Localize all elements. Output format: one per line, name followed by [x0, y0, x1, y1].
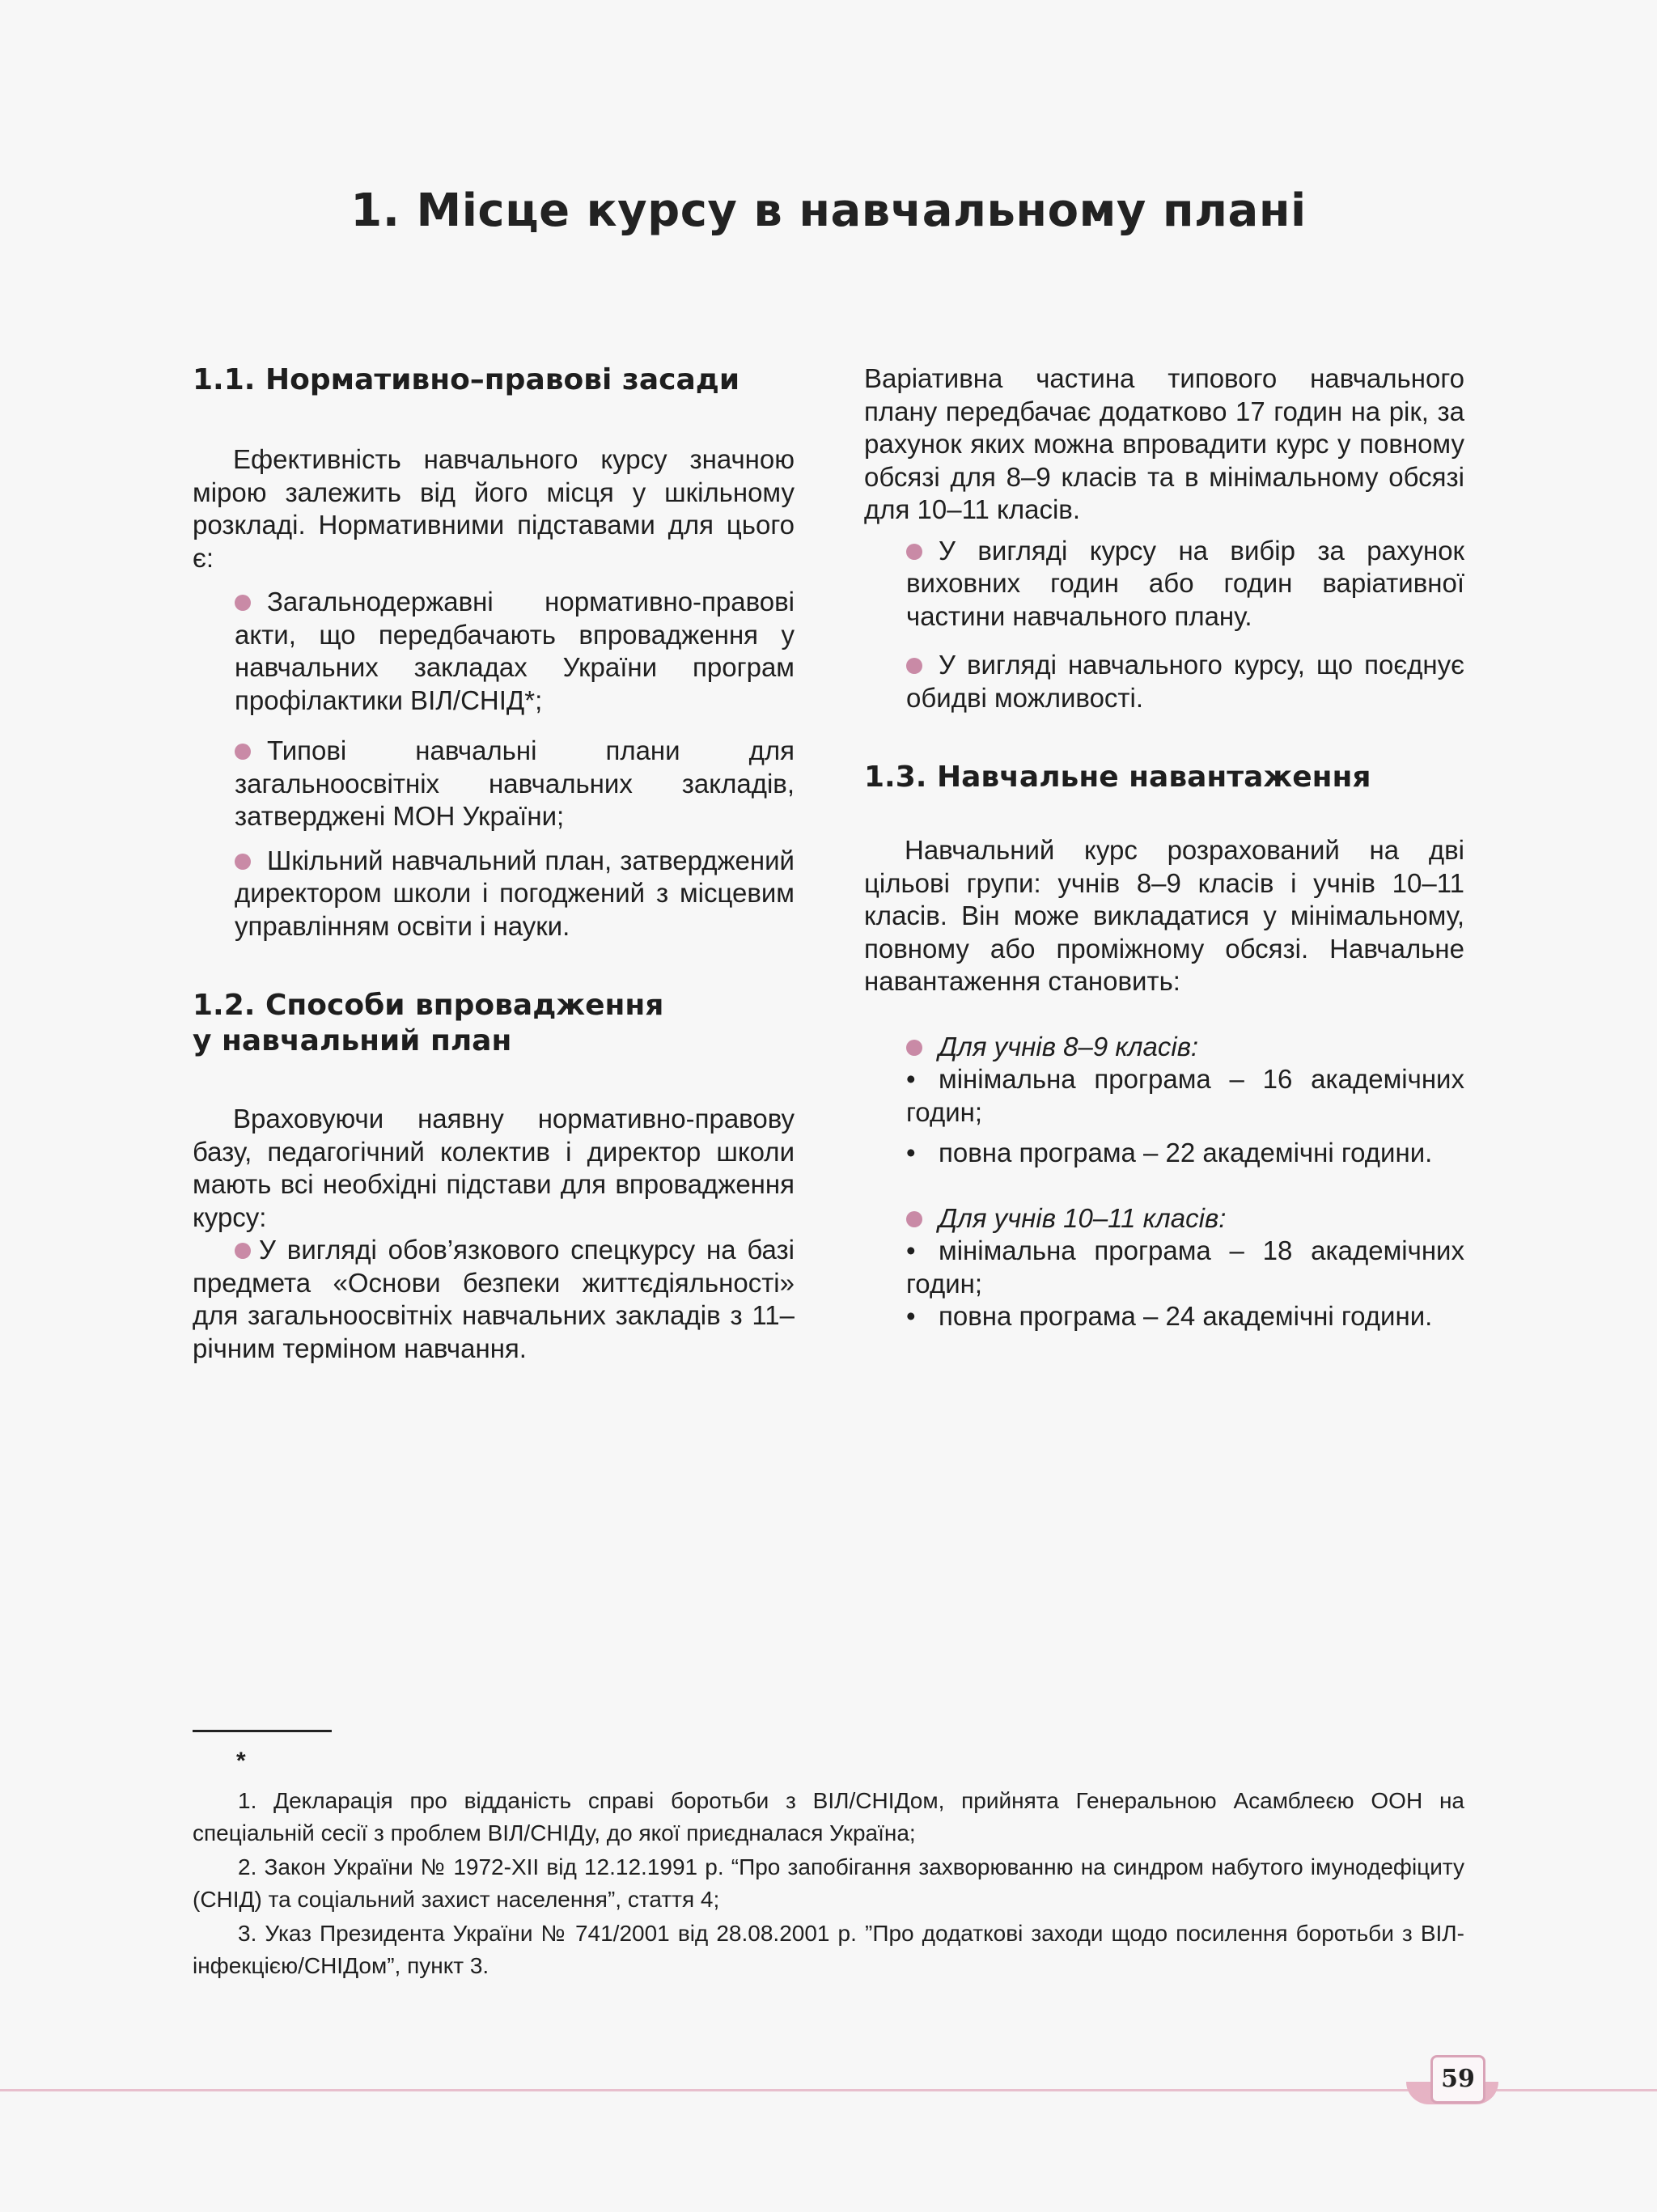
section-1-3-intro: Навчальний курс розрахований на дві цільові групи: учнів 8–9 класів і учнів 10–11 класів. Він може викладатися у мінімальному, повному або проміжному обсязі. Навчальне навантаження становить: — [864, 835, 1464, 996]
list-item-text: Шкільний навчальний план, затверджений директором школи і погоджений з місцевим управлінням освіти і науки. — [235, 845, 795, 941]
footnote-marker: * — [236, 1748, 246, 1774]
list-item — [193, 1234, 795, 1365]
section-heading-1-1: 1.1. Нормативно–правові засади — [193, 363, 740, 396]
variative-part-paragraph: Варіативна частина типового навчального плану передбачає додатково 17 годин на рік, за рахунок яких можна впровадити курс у повному обсязі для 8–9 класів та в мінімальному обсязі для 10–11 класів. — [864, 363, 1464, 524]
bullet-dot-icon — [235, 854, 251, 870]
bullet-dot-icon — [235, 1243, 251, 1259]
list-item-text: Типові навчальні плани для загальноосвітніх навчальних закладів, затверджені МОН України; — [235, 735, 795, 831]
bullet-dot-icon — [906, 1040, 922, 1056]
list-item — [864, 1300, 1464, 1333]
list-item-text: повна програма – 24 академічні години. — [939, 1301, 1433, 1331]
small-bullet-icon: • — [906, 1064, 916, 1094]
list-item-text: мінімальна програма – 16 академічних годин; — [906, 1064, 1464, 1127]
right-column — [864, 362, 1464, 1333]
section-1-1-intro: Ефективність навчального курсу значною мірою залежить від його місця у шкільному розкладі. Нормативними підставами для цього є: — [193, 444, 795, 573]
list-item — [864, 649, 1464, 714]
list-item-text: У вигляді навчального курсу, що поєднує обидві можливості. — [906, 650, 1464, 713]
left-column — [193, 362, 795, 1365]
small-bullet-icon: • — [906, 1138, 916, 1167]
footnote-2 — [193, 1851, 1464, 1916]
list-item — [864, 1235, 1464, 1300]
group-label-10-11 — [864, 1202, 1464, 1235]
list-item — [864, 535, 1464, 634]
section-heading-1-2 — [193, 988, 795, 1059]
footnote-text: 2. Закон України № 1972-XII від 12.12.1991 р. “Про запобігання захворюванню на синдром набутого імунодефіциту (СНІД) та соціальний захист населення”, стаття 4; — [193, 1854, 1464, 1912]
bullet-dot-icon — [906, 658, 922, 674]
bullet-dot-icon — [235, 744, 251, 760]
bullet-dot-icon — [906, 544, 922, 560]
list-item-text: Для учнів 10–11 класів: — [939, 1202, 1227, 1233]
list-item — [193, 586, 795, 717]
heading-line-1: 1.2. Способи впровадження — [193, 989, 664, 1022]
footnote-1 — [193, 1785, 1464, 1850]
list-item-text: Для учнів 8–9 класів: — [939, 1031, 1199, 1062]
list-item — [864, 1063, 1464, 1129]
footnote-3 — [193, 1917, 1464, 1982]
heading-line-2: у навчальний план — [193, 1024, 512, 1057]
section-heading-1-3: 1.3. Навчальне навантаження — [864, 761, 1371, 794]
page-title: 1. Місце курсу в навчальному плані — [350, 184, 1307, 237]
bullet-dot-icon — [906, 1211, 922, 1227]
footnote-divider — [193, 1730, 332, 1732]
list-item-text: повна програма – 22 академічні години. — [939, 1138, 1433, 1167]
page-number: 59 — [1430, 2055, 1485, 2104]
list-item-text: У вигляді обов’язкового спецкурсу на базі предмета «Основи безпеки життєдіяльності» для загальноосвітніх навчальних закладів з 11–річним терміном навчання. — [193, 1235, 795, 1363]
footnote-text: 3. Указ Президента України № 741/2001 від 28.08.2001 р. ”Про додаткові заходи щодо посилення боротьби з ВІЛ-інфекцією/СНІДом”, пункт 3. — [193, 1921, 1464, 1978]
list-item-text: У вигляді курсу на вибір за рахунок виховних годин або годин варіативної частини навчального плану. — [906, 535, 1464, 631]
list-item-text: Загальнодержавні нормативно-правові акти, що передбачають впровадження у навчальних закладах України програм профілактики ВІЛ/СНІД*; — [235, 587, 795, 715]
group-label-8-9 — [864, 1031, 1464, 1064]
list-item — [864, 1137, 1464, 1170]
small-bullet-icon: • — [906, 1301, 916, 1331]
list-item-text: мінімальна програма – 18 академічних годин; — [906, 1235, 1464, 1299]
list-item — [193, 735, 795, 833]
bullet-dot-icon — [235, 595, 251, 611]
small-bullet-icon: • — [906, 1235, 916, 1265]
section-1-2-intro: Враховуючи наявну нормативно-правову базу, педагогічний колектив і директор школи мають всі необхідні підстави для впровадження курсу: — [193, 1104, 795, 1232]
list-item — [193, 845, 795, 943]
footnote-text: 1. Декларація про відданість справі боротьби з ВІЛ/СНІДом, прийнята Генеральною Асамблеєю ООН на спеціальній сесії з проблем ВІЛ/СНІДу, до якої приєдналася Україна; — [193, 1788, 1464, 1845]
